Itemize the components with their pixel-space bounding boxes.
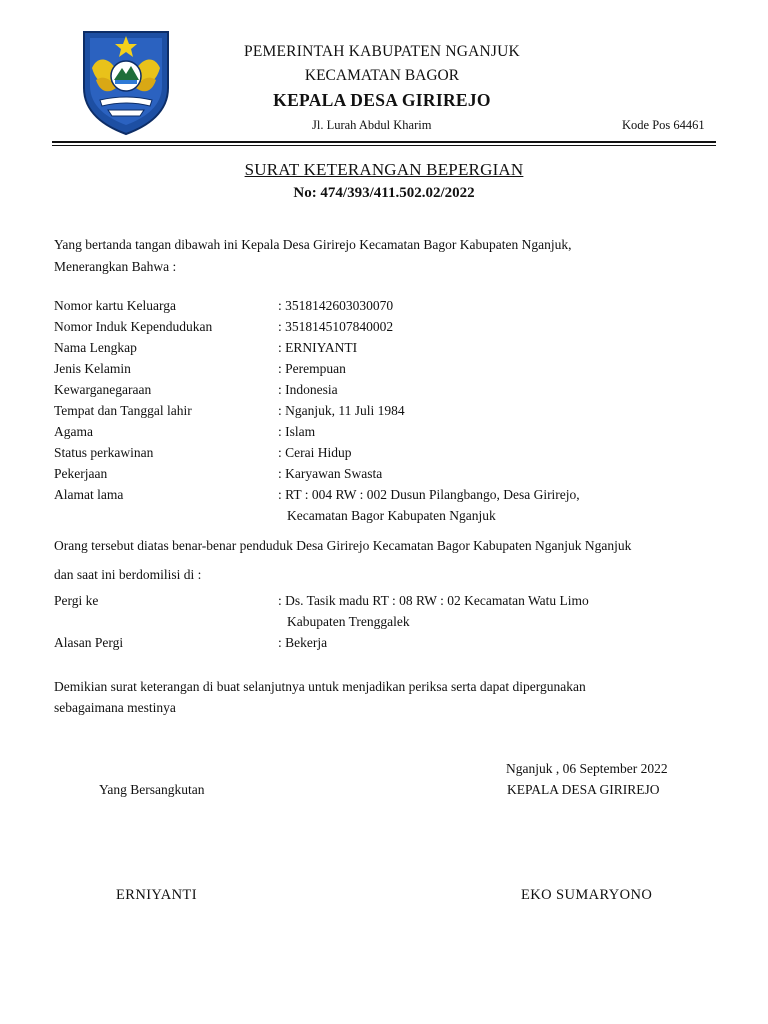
closing-line-2: sebagaimana mestinya bbox=[54, 700, 176, 715]
statement-line-1: Orang tersebut diatas benar-benar penduduk Desa Girirejo Kecamatan Bagor Kabupaten Nganjuk Nganjuk bbox=[54, 538, 632, 553]
field-value-continued: Kecamatan Bagor Kabupaten Nganjuk bbox=[287, 508, 496, 523]
field-label: Status perkawinan bbox=[54, 445, 154, 460]
field-label: Alamat lama bbox=[54, 487, 124, 502]
intro-line-1: Yang bertanda tangan dibawah ini Kepala Desa Girirejo Kecamatan Bagor Kabupaten Nganjuk, bbox=[54, 237, 572, 252]
place-date: Nganjuk , 06 September 2022 bbox=[506, 761, 668, 776]
right-signatory-name: EKO SUMARYONO bbox=[521, 887, 653, 903]
field-label: Pekerjaan bbox=[54, 466, 108, 481]
field-value: : Nganjuk, 11 Juli 1984 bbox=[278, 403, 405, 418]
field-label: Nomor Induk Kependudukan bbox=[54, 319, 213, 334]
field-value: : RT : 004 RW : 002 Dusun Pilangbango, Desa Girirejo, bbox=[278, 487, 580, 502]
field-value: : 3518142603030070 bbox=[278, 298, 394, 313]
field-value: : Perempuan bbox=[278, 361, 346, 376]
regency-logo bbox=[78, 28, 174, 136]
travel-label: Pergi ke bbox=[54, 593, 99, 608]
left-signatory-title: Yang Bersangkutan bbox=[99, 782, 205, 797]
subdistrict-name: KECAMATAN BAGOR bbox=[304, 67, 460, 84]
intro-line-2: Menerangkan Bahwa : bbox=[54, 259, 177, 274]
field-value: : Islam bbox=[278, 424, 316, 439]
postal-code: Kode Pos 64461 bbox=[622, 118, 705, 132]
field-value: : ERNIYANTI bbox=[278, 340, 358, 355]
field-label: Tempat dan Tanggal lahir bbox=[54, 403, 192, 418]
field-value: : Karyawan Swasta bbox=[278, 466, 383, 481]
field-value: : Indonesia bbox=[278, 382, 338, 397]
letter-title: SURAT KETERANGAN BEPERGIAN bbox=[244, 160, 524, 179]
field-label: Jenis Kelamin bbox=[54, 361, 131, 376]
header-divider-thin bbox=[52, 145, 716, 146]
field-label: Agama bbox=[54, 424, 93, 439]
field-value: : 3518145107840002 bbox=[278, 319, 394, 334]
village-head-title: KEPALA DESA GIRIREJO bbox=[273, 90, 491, 110]
travel-value: : Bekerja bbox=[278, 635, 328, 650]
right-signatory-title: KEPALA DESA GIRIREJO bbox=[507, 782, 660, 797]
travel-label: Alasan Pergi bbox=[54, 635, 124, 650]
letter-number: No: 474/393/411.502.02/2022 bbox=[293, 185, 475, 201]
field-label: Nama Lengkap bbox=[54, 340, 137, 355]
field-label: Kewarganegaraan bbox=[54, 382, 152, 397]
travel-value-continued: Kabupaten Trenggalek bbox=[287, 614, 410, 629]
office-address: Jl. Lurah Abdul Kharim bbox=[312, 118, 432, 132]
header-divider-thick bbox=[52, 141, 716, 143]
field-label: Nomor kartu Keluarga bbox=[54, 298, 176, 313]
travel-value: : Ds. Tasik madu RT : 08 RW : 02 Kecamatan Watu Limo bbox=[278, 593, 589, 608]
government-name: PEMERINTAH KABUPATEN NGANJUK bbox=[244, 43, 520, 60]
left-signatory-name: ERNIYANTI bbox=[116, 887, 197, 903]
field-value: : Cerai Hidup bbox=[278, 445, 352, 460]
statement-line-2: dan saat ini berdomilisi di : bbox=[54, 567, 202, 582]
closing-line-1: Demikian surat keterangan di buat selanjutnya untuk menjadikan periksa serta dapat dipergunakan bbox=[54, 679, 586, 694]
